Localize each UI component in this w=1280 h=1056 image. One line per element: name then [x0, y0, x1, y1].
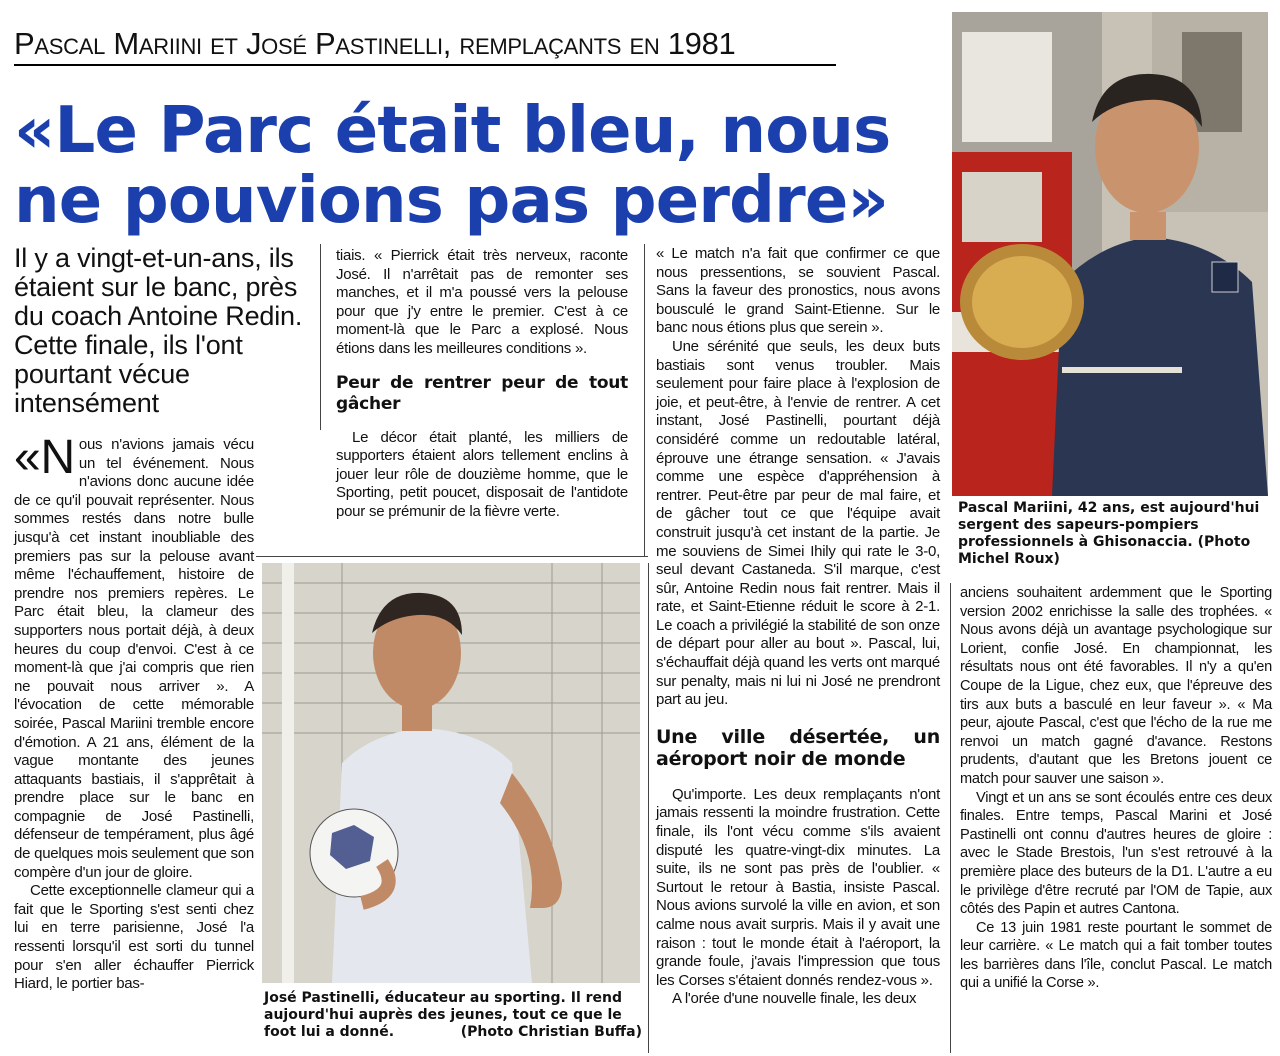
paragraph: A l'orée d'une nouvelle finale, les deux — [672, 990, 917, 1008]
firefighter-illustration — [952, 12, 1268, 496]
column-rule — [320, 244, 321, 430]
paragraph-text: ous n'avions jamais vécu un tel événement. Nous n'avions donc aucune idée de ce qu'il pouvait représenter. Nous sommes restés dans notre bulle jusqu'à cet instant inoubliable des premiers pas sur la pelouse avant même l'échauffement, histoire de prendre nos premiers repères. Le Parc était bleu, la clameur des supporters nous portait déjà, à deux heures du coup d'envoi. C'est à ce moment-là que j'ai compris que rien ne pouvait nous arriver ». A l'évocation de cette mémorable soirée, Pascal Mariini tremble encore d'émotion. A 21 ans, élément de la vague montante des jeunes attaquants bastiais, il s'apprêtait à prendre place sur le banc en compagnie de José Pastinelli, défenseur de tempérament, plus âgé de quelques mois seulement que son compère d'un jour de gloire. — [14, 436, 254, 881]
photo-jose-pastinelli — [262, 563, 640, 983]
paragraph: Ce 13 juin 1981 reste pourtant le sommet de leur carrière. « Le match qui a fait tomber toutes les barrières dans l'île, conclut Pascal. Le match qui a unifié la Corse ». — [960, 919, 1272, 992]
column-rule — [950, 583, 951, 1053]
paragraph: Vingt et un ans se sont écoulés entre ces deux finales. Entre temps, Pascal Marini et José Pastinelli ont connu d'autres heures de gloire : avec le Stade Brestois, l'un s'est retrouvé à la première place des buteurs de la D1. L'autre a eu le privilège d'être recruté par l'OM de Tapie, aux côtés des Papin et autres Cantona. — [960, 789, 1272, 918]
photo-caption — [958, 500, 1270, 568]
paragraph — [14, 431, 254, 882]
caption-text: Pascal Mariini, 42 ans, est aujourd'hui sergent des sapeurs-pompiers professionnels à Ghisonaccia. — [958, 500, 1260, 550]
subhead: Peur de rentrer peur de tout gâcher — [336, 372, 628, 414]
paragraph: Cette exceptionnelle clameur qui a fait que le Sporting s'est senti chez lui en terre parisienne, José l'a ressenti lorsqu'il est sorti du tunnel pour s'en aller échauffer Pierrick Hiard, le portier bas- — [14, 882, 254, 993]
column-rule — [644, 244, 645, 556]
kicker-text: Pascal Mariini et José Pastinelli, remplaçants en 1981 — [14, 26, 736, 61]
headline — [14, 96, 944, 236]
paragraph: Le décor était planté, les milliers de supporters étaient alors tellement enclins à jouer leur rôle de douzième homme, que le Sporting, petit poucet, disposait de l'antidote pour se prémunir de la fièvre verte. — [336, 428, 628, 520]
headline-line-2: ne pouvions pas perdre» — [14, 164, 889, 238]
column-2 — [336, 247, 628, 522]
photo-caption — [264, 990, 642, 1041]
dropcap: «N — [14, 431, 75, 484]
photo-pascal-mariini — [952, 12, 1268, 496]
player-with-ball-illustration — [262, 563, 640, 983]
column-rule — [648, 563, 649, 1053]
paragraph: Une sérénité que seuls, les deux buts bastiais sont venus troubler. Mais seulement pour faire place à l'explosion de joie, et peut-être, à l'envie de rentrer. A cet instant, José Pastinelli, pourtant déjà considéré comme un redoutable latéral, éprouve une étrange sensation. « J'avais comme une espèce d'appréhension à rentrer. Peut-être par peur de mal faire, et de gâcher tout ce que l'équipe avait construit jusqu'à cet instant de la partie. Je me souviens de Simei Ihily qui rate le 3-0, seul devant Castaneda. S'il marque, c'est sûr, Antoine Redin nous fait rentrer. Mais il rate, et Saint-Etienne réduit le score à 2-1. Le coach a privilégié la stabilité de son onze de départ pour aller au bout ». Pascal, lui, s'échauffait déjà quand les verts ont marqué sur penalty, mais ni lui ni José ne prendront part au jeu. — [656, 337, 940, 709]
column-4 — [960, 584, 1272, 993]
paragraph: anciens souhaitent ardemment que le Sporting version 2002 enrichisse la salle des trophées. « Nous avons déjà un avantage psychologique sur Lorient, confie José. En championnat, les résultats nous ont été favorables. Il n'y a qu'en Coupe de la Ligue, chez eux, que l'épreuve des tirs aux buts a basculé en leur faveur ». « Ma peur, ajoute Pascal, c'est que l'écho de la rue me renvoi un match gagné d'avance. Restons prudents, d'autant que les Bretons jouent ce match pour sauver une saison ». — [960, 585, 1272, 787]
photo-credit: (Photo Christian Buffa) — [460, 1024, 642, 1040]
paragraph: Qu'importe. Les deux remplaçants n'ont jamais ressenti la moindre frustration. Cette finale, ils l'ont vécu comme s'ils avaient disputé les quatre-vingt-dix minutes. La suite, ils ne sont pas près de l'oublier. « Surtout le retour à Bastia, insiste Pascal. Nous avions survolé la ville en avion, et son calme nous avait surpris. Mais il y avait une raison : tout le monde était à l'aéroport, la grande foule, j'avais l'impression que tous les Corses s'étaient donnés rendez-vous ». — [656, 785, 940, 989]
headline-line-1: «Le Parc était bleu, nous — [14, 94, 891, 168]
section-rule — [256, 556, 648, 557]
caption-text: José Pastinelli, éducateur au sporting. Il rend aujourd'hui auprès des jeunes, tout ce que le foot lui a donné. — [264, 990, 623, 1040]
subhead: Une ville désertée, un aéroport noir de monde — [656, 725, 940, 770]
column-1 — [14, 431, 254, 994]
photo-credit: (Photo Michel Roux) — [958, 534, 1251, 567]
column-3 — [656, 245, 940, 1009]
paragraph: « Le match n'a fait que confirmer ce que nous pressentions, se souvient Pascal. Sans la faveur des pronostics, nous avons bousculé le grand Saint-Etienne. Sur le banc nous étions plus que serein ». — [656, 245, 940, 337]
kicker — [14, 26, 836, 66]
paragraph: tiais. « Pierrick était très nerveux, raconte José. Il n'arrêtait pas de remonter ses manches, et il m'a poussé vers la pelouse pour que j'y entre le premier. C'est à ce moment-là que le Parc a explosé. Nous étions dans les meilleures conditions ». — [336, 247, 628, 357]
lede: Il y a vingt-et-un-ans, ils étaient sur le banc, près du coach Antoine Redin. Cette finale, ils l'ont pourtant vécue intensément — [14, 243, 303, 418]
